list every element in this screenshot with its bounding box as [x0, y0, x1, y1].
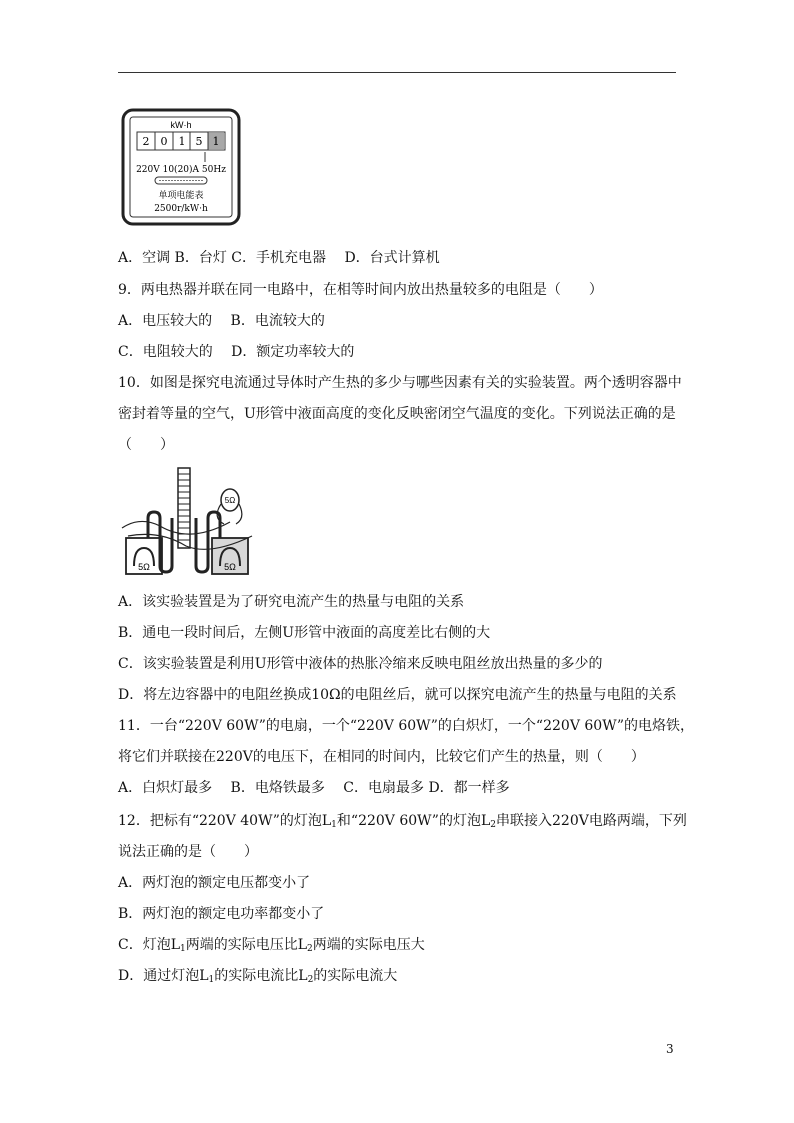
q10-option-c: C．该实验装置是利用U形管中液体的热胀冷缩来反映电阻丝放出热量的多少的 — [118, 656, 603, 672]
header-rule — [118, 72, 676, 73]
q9-stem: 9．两电热器并联在同一电路中，在相等时间内放出热量较多的电阻是（ ） — [118, 282, 603, 298]
q12-stem-line-1: 12．把标有“220V 40W”的灯泡$L_1$和“220V 60W”的灯泡$L_2$串联接入220V电路两端，下列 — [118, 813, 687, 830]
q10-option-b: B．通电一段时间后，左侧U形管中液面的高度差比右侧的大 — [118, 625, 491, 641]
meter-unit: kW·h — [170, 120, 192, 130]
meter-digit-4: 5 — [195, 135, 203, 148]
q10-option-d: D．将左边容器中的电阻丝换成10Ω的电阻丝后，就可以探究电流产生的热量与电阻的关系 — [118, 687, 677, 703]
q11-options: A．白炽灯最多 B．电烙铁最多 C．电扇最多 D．都一样多 — [118, 780, 510, 796]
q12-stem-line-2: 说法正确的是（ ） — [118, 844, 258, 860]
right-resistor-label: 5Ω — [224, 562, 236, 572]
left-resistor-label: 5Ω — [138, 562, 150, 572]
meter-constant: 2500r/kW·h — [154, 204, 208, 214]
q11-stem-line-2: 将它们并联接在220V的电压下，在相同的时间内，比较它们产生的热量，则（ ） — [118, 749, 645, 765]
q12-option-b: B．两灯泡的额定电功率都变小了 — [118, 906, 325, 922]
q9-options-cd: C．电阻较大的 D．额定功率较大的 — [118, 344, 355, 360]
meter-digit-3: 1 — [178, 135, 186, 148]
page-number: 3 — [666, 1042, 674, 1056]
q10-stem-line-3: （ ） — [118, 437, 174, 453]
q10-option-a: A．该实验装置是为了研究电流产生的热量与电阻的关系 — [118, 594, 465, 610]
q12-option-c: C．灯泡$L_1$两端的实际电压比$L_2$两端的实际电压大 — [118, 937, 425, 954]
q8-options: A．空调 B．台灯 C．手机充电器 D．台式计算机 — [118, 250, 440, 266]
q11-stem-line-1: 11．一台“220V 60W”的电扇，一个“220V 60W”的白炽灯，一个“220V 60W”的电烙铁， — [118, 718, 694, 734]
meter-name: 单项电能表 — [158, 191, 204, 201]
meter-digit-1: 2 — [142, 135, 150, 148]
q12-option-d: D．通过灯泡$L_1$的实际电流比$L_2$的实际电流大 — [118, 968, 398, 985]
electric-meter-figure — [121, 108, 241, 226]
q12-option-a: A．两灯泡的额定电压都变小了 — [118, 875, 311, 891]
outside-resistor-label: 5Ω — [224, 496, 236, 505]
q10-stem-line-1: 10．如图是探究电流通过导体时产生热的多少与哪些因素有关的实验装置。两个透明容器中 — [118, 375, 682, 391]
meter-digit-5: 1 — [212, 135, 220, 148]
meter-rating: 220V 10(20)A 50Hz — [136, 165, 226, 175]
joule-heating-apparatus-figure — [120, 466, 260, 576]
q10-stem-line-2: 密封着等量的空气，U形管中液面高度的变化反映密闭空气温度的变化。下列说法正确的是 — [118, 406, 676, 422]
meter-digit-2: 0 — [160, 135, 168, 148]
q9-options-ab: A．电压较大的 B．电流较大的 — [118, 313, 325, 329]
